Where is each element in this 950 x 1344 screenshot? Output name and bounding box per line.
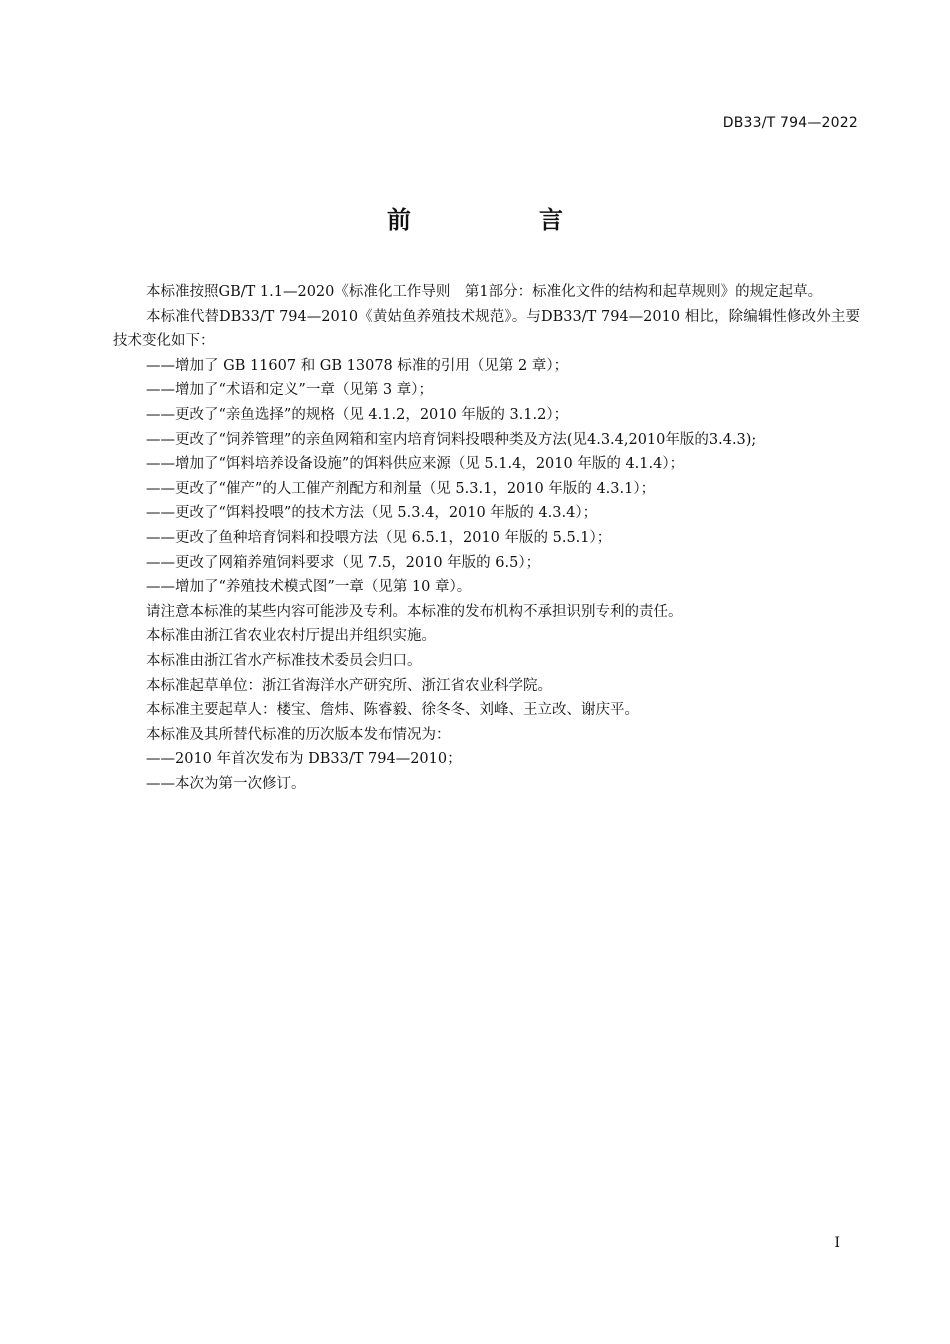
- page-number: I: [834, 1235, 840, 1251]
- list-item: ——更改了“饲养管理”的亲鱼网箱和室内培育饲料投喂种类及方法(见4.3.4,2010年版的3.4.3);: [146, 431, 757, 448]
- paragraph-patent-notice: 请注意本标准的某些内容可能涉及专利。本标准的发布机构不承担识别专利的责任。: [146, 603, 683, 620]
- list-item: ——增加了 GB 11607 和 GB 13078 标准的引用（见第 2 章）；: [146, 357, 569, 374]
- paragraph-drafting-basis: 本标准按照GB/T 1.1—2020《标准化工作导则 第1部分：标准化文件的结构和起草规则》的规定起草。: [146, 284, 823, 300]
- history-item: ——2010 年首次发布为 DB33/T 794—2010；: [146, 751, 462, 768]
- paragraph-proposer: 本标准由浙江省农业农村厅提出并组织实施。: [146, 628, 436, 645]
- foreword-body: [113, 280, 860, 796]
- list-item: ——增加了“术语和定义”一章（见第 3 章）；: [146, 382, 434, 399]
- list-item: ——增加了“养殖技术模式图”一章（见第 10 章）。: [146, 579, 472, 596]
- history-item: ——本次为第一次修订。: [146, 775, 306, 792]
- paragraph-drafting-units: 本标准起草单位：浙江省海洋水产研究所、浙江省农业科学院。: [146, 677, 552, 694]
- list-item: ——增加了“饵料培养设备设施”的饵料供应来源（见 5.1.4，2010 年版的 4.1.4）；: [146, 456, 685, 473]
- document-id: DB33/T 794—2022: [722, 115, 858, 131]
- paragraph-history-intro: 本标准及其所替代标准的历次版本发布情况为：: [146, 726, 451, 743]
- list-item: ——更改了网箱养殖饲料要求（见 7.5，2010 年版的 6.5）；: [146, 554, 541, 571]
- list-item: ——更改了“亲鱼选择”的规格（见 4.1.2，2010 年版的 3.1.2）；: [146, 406, 569, 423]
- page-title: 前 言: [387, 206, 615, 234]
- list-item: ——更改了鱼种培育饲料和投喂方法（见 6.5.1，2010 年版的 5.5.1）；: [146, 529, 612, 546]
- paragraph-drafters: 本标准主要起草人：楼宝、詹炜、陈睿毅、徐冬冬、刘峰、王立改、谢庆平。: [146, 702, 639, 719]
- paragraph-replacement: 本标准代替DB33/T 794—2010《黄姑鱼养殖技术规范》。与DB33/T 794—2010 相比，除编辑性修改外主要技术变化如下：: [113, 308, 860, 350]
- list-item: ——更改了“催产”的人工催产剂配方和剂量（见 5.3.1，2010 年版的 4.3.1）；: [146, 480, 656, 497]
- paragraph-committee: 本标准由浙江省水产标准技术委员会归口。: [146, 652, 422, 669]
- list-item: ——更改了“饵料投喂”的技术方法（见 5.3.4，2010 年版的 4.3.4）；: [146, 505, 598, 522]
